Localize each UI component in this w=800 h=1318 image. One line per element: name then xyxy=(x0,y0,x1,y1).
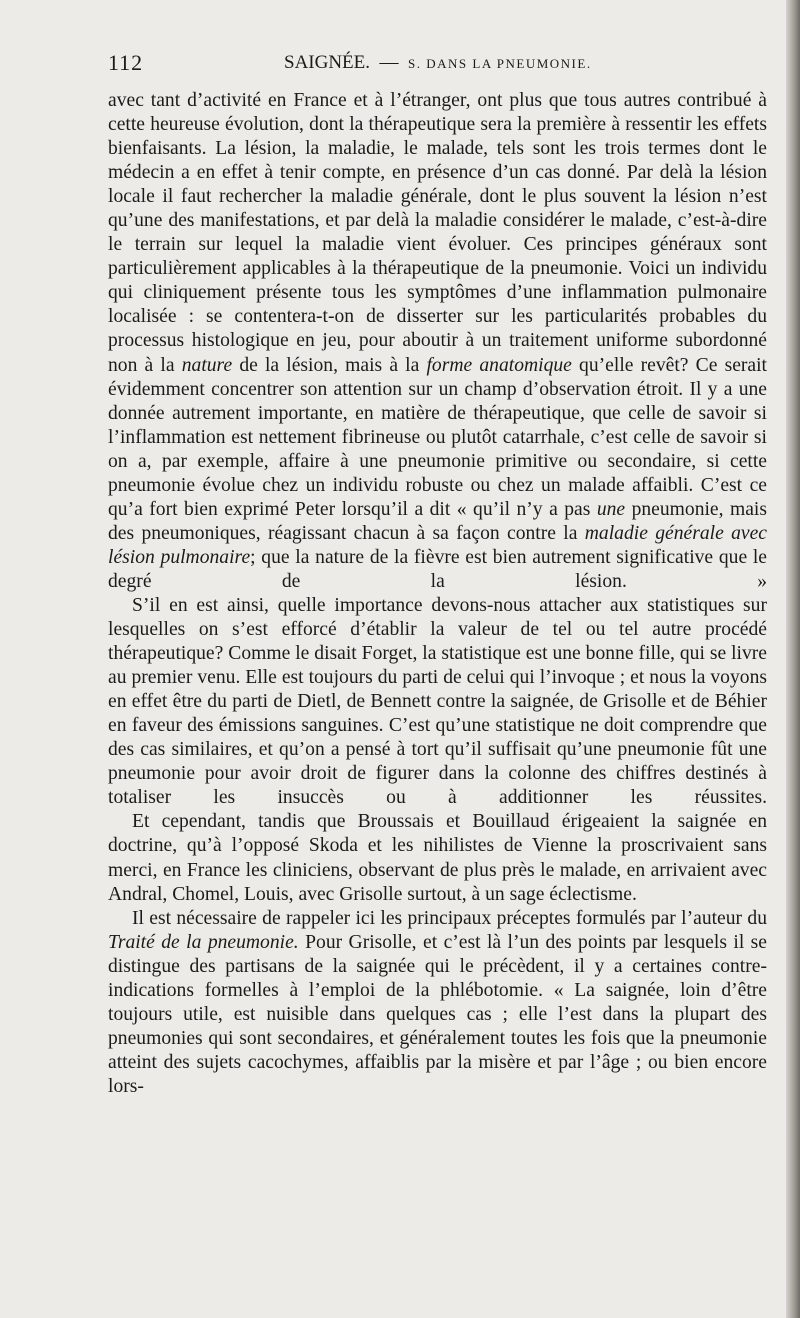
paragraph-1-text-c: qu’elle revêt? Ce serait évidemment concentrer son attention sur un champ d’observation étroit. Il y a une donnée autrement importante, en matière de thérapeutique, que celle de savoir si l’inflammation est nettement fibrineuse ou plutôt catarrhale, c’est celle de savoir si on a, par exemple, affaire à une pneumonie primitive ou secondaire, si cette pneumonie évolue chez un individu robuste ou chez un malade affaibli. C’est ce qu’a fort bien exprimé Peter lorsqu’il a dit « qu’il n’y a pas xyxy=(108,354,767,520)
page-number: 112 xyxy=(108,50,144,75)
paragraph-4-text-b: Pour Grisolle, et c’est là l’un des points par lesquels il se distingue des partisans de la saignée qui le précèdent, il y a certaines contre-indications formelles à l’emploi de la phlébotomie. « La saignée, loin d’être toujours utile, est nuisible dans quelques cas ; elle l’est dans la plupart des pneumonies qui sont secondaires, et généralement toutes les fois que la pneumonie atteint des sujets cacochymes, affaiblis par la misère et par l’âge ; ou bien encore lors- xyxy=(108,931,768,1097)
paragraph-2: S’il en est ainsi, quelle importance devons-nous attacher aux statistiques sur lesquelles on s’est efforcé d’établir la valeur de tel ou tel autre procédé thérapeutique? Comme le disait Forget, la statistique est une bonne fille, qui se livre au premier venu. Elle est toujours du parti de celui qui l’invoque ; et nous la voyons en effet être du parti de Dietl, de Bennett contre la saignée, de Grisolle et de Béhier en faveur des émissions sanguines. C’est qu’une statistique ne doit comprendre que des cas similaires, et qu’on a pensé à tort qu’il suffisait qu’une pneumonie fût une pneumonie pour avoir droit de figurer dans la colonne des chiffres destinés à totaliser les insuccès ou à additionner les réussites. xyxy=(108,594,767,809)
paragraph-1-text-d: pneumonie, mais des pneumoniques, réagissant chacun à sa façon contre la xyxy=(108,498,767,544)
paragraph-1-text-e: ; que la nature de la fièvre est bien autrement significative que le degré de la lésion. » xyxy=(108,546,767,592)
emphasis-une: une xyxy=(596,498,626,520)
emphasis-maladie-generale: maladie générale avec lésion pulmonaire xyxy=(108,522,767,568)
book-spine-shadow xyxy=(786,0,800,1318)
paragraph-3: Et cependant, tandis que Broussais et Bouillaud érigeaient la saignée en doctrine, qu’à l’opposé Skoda et les nihilistes de Vienne la proscrivaient sans merci, en France les cliniciens, observant de plus près le malade, en arrivaient avec Andral, Chomel, Louis, avec Grisolle surtout, à un sage éclectisme. xyxy=(108,811,767,905)
emphasis-forme-anatomique: forme anatomique xyxy=(426,354,572,376)
emphasis-nature: nature xyxy=(181,354,233,376)
running-title xyxy=(284,52,592,74)
paragraph-1-text-b: de la lésion, mais à la xyxy=(232,354,427,376)
paragraph-1 xyxy=(108,89,767,594)
paragraph-4 xyxy=(108,907,767,1099)
running-title-main: SAIGNÉE. xyxy=(284,52,371,73)
body-text xyxy=(108,89,767,1099)
emphasis-traite-pneumonie: Traité de la pneumonie. xyxy=(108,931,299,953)
paragraph-4-text-a: Il est nécessaire de rappeler ici les principaux préceptes formulés par l’auteur du xyxy=(132,907,767,929)
running-title-dash: — xyxy=(379,52,399,73)
running-title-section: S. DANS LA PNEUMONIE. xyxy=(408,56,592,71)
paragraph-1-text-a: avec tant d’activité en France et à l’étranger, ont plus que tous autres contribué à cette heureuse évolution, dont la thérapeutique sera la première à ressentir les effets bienfaisants. La lésion, la maladie, le malade, tels sont les trois termes dont le médecin a en effet à tenir compte, en présence d’un cas donné. Par delà la lésion locale il faut rechercher la maladie générale, dont le plus souvent la lésion n’est qu’une des manifestations, et par delà la maladie considérer le malade, c’est-à-dire le terrain sur lequel la maladie vient évoluer. Ces principes généraux sont particulièrement applicables à la thérapeutique de la pneumonie. Voici un individu qui cliniquement présente tous les symptômes d’une inflammation pulmonaire localisée : se contentera-t-on de disserter sur les particularités probables du processus histologique en jeu, pour aboutir à un traitement uniforme subordonné non à la xyxy=(108,90,767,376)
running-head xyxy=(108,50,768,80)
